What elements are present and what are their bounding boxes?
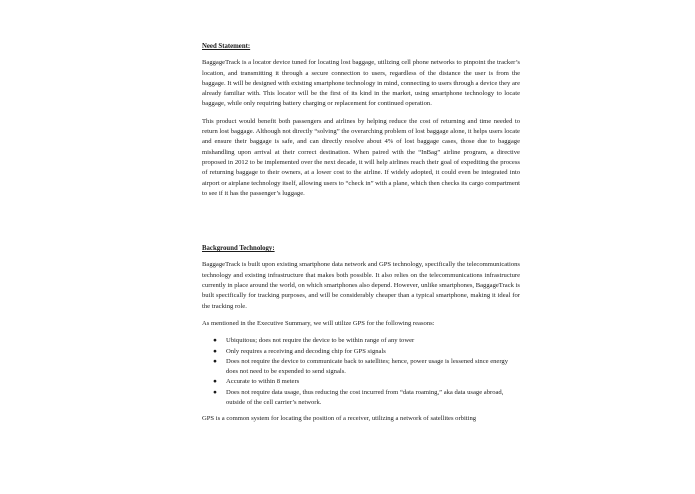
list-item-text: Accurate to within 8 meters — [226, 378, 300, 386]
document-page — [202, 42, 520, 432]
need-statement-paragraph-2: This product would benefit both passengers and airlines by helping reduce the cost of returning and time needed to return lost baggage. Although not directly “solving” the overarching problem of lost baggage alone, it helps users locate and ensure their baggage is safe, and can directly resolve about 4% of lost baggage cases, those due to baggage mishandling upon arrival at their correct destination. When paired with the “InBag” airline program, a directive proposed in 2012 to be implemented over the next decade, it will help airlines reach their goal of expediting the process of returning baggage to their owners, at a lower cost to the airline. If widely adopted, it could even be integrated into airport or airplane technology itself, allowing users to “check in” with a plane, which then checks its cargo compartment to see if it has the passenger’s luggage. — [202, 117, 520, 197]
list-item — [213, 336, 520, 346]
list-item-text: Ubiquitous; does not require the device to be within range of any tower — [226, 337, 415, 345]
bullet-icon: ● — [213, 357, 217, 365]
list-item — [213, 347, 520, 357]
list-item — [213, 388, 520, 409]
list-item-text: Does not require the device to communicate back to satellites; hence, power usage is lessened since energy does not need to be expended to send signals. — [226, 357, 509, 376]
background-paragraph-2: As mentioned in the Executive Summary, we will utilize GPS for the following reasons: — [202, 319, 435, 327]
background-paragraph-1: BaggageTrack is built upon existing smartphone data network and GPS technology, specifically the telecommunications technology and existing infrastructure that makes both possible. It also relies on the telecommunications infrastructure currently in place around the world, on which smartphones also depend. However, unlike smartphones, BaggageTrack is built specifically for tracking purposes, and will be considerably cheaper than a typical smartphone, making it ideal for the tracking role. — [202, 261, 520, 310]
bullet-icon: ● — [213, 388, 217, 396]
background-paragraph-3: GPS is a common system for locating the position of a receiver, utilizing a network of satellites orbiting — [202, 415, 477, 423]
bullet-icon: ● — [213, 378, 217, 386]
section-spacer — [202, 206, 520, 244]
need-statement-paragraph-1: BaggageTrack is a locator device tuned for locating lost baggage, utilizing cell phone networks to pinpoint the tracker’s location, and transmitting it through a secure connection to users, regardless of the distance the user is from the baggage. It will be designed with existing smartphone technology in mind, connecting to users through a device they are already familiar with. This locator will be the first of its kind in the market, using smartphone technology to locate baggage, while only requiring battery charging or replacement for continued operation. — [202, 59, 520, 108]
bullet-icon: ● — [213, 347, 217, 355]
bullet-icon: ● — [213, 337, 217, 345]
background-technology-heading: Background Technology: — [202, 245, 275, 253]
list-item — [213, 377, 520, 387]
list-item-text: Only requires a receiving and decoding chip for GPS signals — [226, 347, 386, 355]
list-item-text: Does not require data usage, thus reducing the cost incurred from “data roaming,” aka data usage abroad, outside of the cell carrier’s network. — [226, 388, 504, 407]
list-item — [213, 357, 520, 378]
gps-reasons-list — [202, 336, 520, 408]
need-statement-heading: Need Statement: — [202, 43, 251, 50]
